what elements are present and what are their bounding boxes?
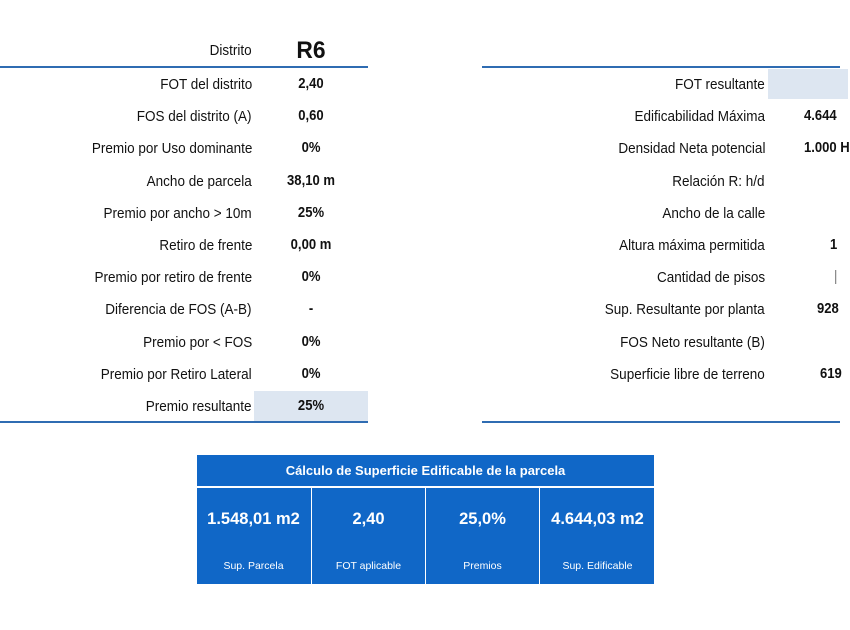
- summary-caption: FOT aplicable: [335, 560, 402, 572]
- param-value: 0,00 m: [290, 236, 332, 253]
- summary-caption: Sup. Parcela: [223, 560, 284, 572]
- summary-value: 1.548,01 m2: [207, 510, 300, 528]
- result-label: Altura máxima permitida: [619, 236, 765, 254]
- param-label: Premio por < FOS: [142, 333, 252, 351]
- result-label: Superficie libre de terreno: [610, 365, 765, 383]
- result-label: Relación R: h/d: [672, 172, 765, 190]
- result-row: [482, 326, 840, 358]
- result-label: FOT resultante: [675, 76, 765, 93]
- result-label: Edificabilidad Máxima: [634, 108, 765, 126]
- result-label: Densidad Neta potencial: [617, 140, 765, 158]
- summary-cell-premiums: [425, 488, 539, 584]
- param-row: [0, 132, 370, 164]
- result-label: FOS Neto resultante (B): [620, 333, 765, 351]
- fot-highlight: [768, 69, 848, 99]
- footer-rule: [0, 421, 368, 423]
- param-label: FOT del distrito: [159, 76, 252, 93]
- result-value: 619: [820, 365, 842, 382]
- param-row: [0, 197, 370, 229]
- summary-value: 4.644,03 m2: [551, 510, 644, 528]
- result-label: Sup. Resultante por planta: [605, 301, 765, 319]
- district-row: [0, 34, 370, 66]
- param-row: [0, 100, 370, 132]
- footer-rule: [482, 421, 840, 423]
- param-value: 2,40: [298, 76, 324, 92]
- param-row: [0, 358, 370, 390]
- result-value: 25%: [297, 397, 325, 414]
- param-value: 0%: [301, 269, 321, 286]
- buildable-area-summary-card: [197, 455, 654, 584]
- param-row: [0, 261, 370, 293]
- param-label: Premio por retiro de frente: [94, 269, 252, 287]
- param-value: 0%: [301, 140, 321, 157]
- result-value: 928: [817, 301, 839, 318]
- param-label: Retiro de frente: [158, 236, 252, 254]
- result-row: [482, 100, 840, 132]
- result-row: [482, 229, 840, 261]
- result-value: 1: [830, 236, 838, 253]
- param-row: [0, 165, 370, 197]
- summary-cell-buildable-area: [539, 488, 655, 584]
- param-label: Diferencia de FOS (A-B): [105, 301, 252, 319]
- param-row: [0, 326, 370, 358]
- param-label: Premio por Retiro Lateral: [101, 365, 252, 383]
- district-value: R6: [296, 37, 326, 64]
- param-value: 0,60: [298, 108, 324, 125]
- result-label: Premio resultante: [146, 397, 252, 415]
- result-row: [482, 165, 840, 197]
- result-label: Cantidad de pisos: [656, 269, 765, 287]
- param-label: Premio por ancho > 10m: [103, 204, 252, 222]
- result-row: [482, 197, 840, 229]
- param-value: 0%: [301, 365, 321, 382]
- param-label: Premio por Uso dominante: [91, 140, 252, 158]
- result-value: |: [834, 269, 838, 286]
- result-value: 1.000 H: [804, 140, 850, 157]
- summary-title: Cálculo de Superficie Edificable de la parcela: [197, 455, 654, 488]
- param-value: 25%: [297, 204, 325, 221]
- district-label: Distrito: [209, 42, 252, 59]
- param-row: [0, 229, 370, 261]
- param-label: FOS del distrito (A): [137, 108, 252, 126]
- param-value: -: [308, 301, 314, 318]
- param-value: 38,10 m: [287, 172, 335, 189]
- summary-caption: Sup. Edificable: [562, 560, 633, 572]
- district-parameters-table: [0, 34, 370, 422]
- param-label: Ancho de parcela: [146, 172, 252, 190]
- param-row: [0, 68, 370, 100]
- summary-value: 2,40: [352, 510, 385, 528]
- summary-cell-fot: [311, 488, 425, 584]
- result-row: [482, 261, 840, 293]
- result-row: [482, 358, 840, 390]
- result-row: [482, 293, 840, 325]
- summary-caption: Premios: [463, 560, 502, 572]
- param-value: 0%: [301, 333, 321, 350]
- result-row: [0, 390, 370, 422]
- param-row: [0, 293, 370, 325]
- summary-value: 25,0%: [459, 510, 506, 528]
- summary-cell-parcel-area: [197, 488, 310, 584]
- result-value: 4.644: [804, 108, 837, 125]
- result-row: [482, 68, 840, 100]
- result-row: [482, 132, 850, 164]
- results-table: [482, 34, 850, 390]
- result-label: Ancho de la calle: [662, 204, 765, 222]
